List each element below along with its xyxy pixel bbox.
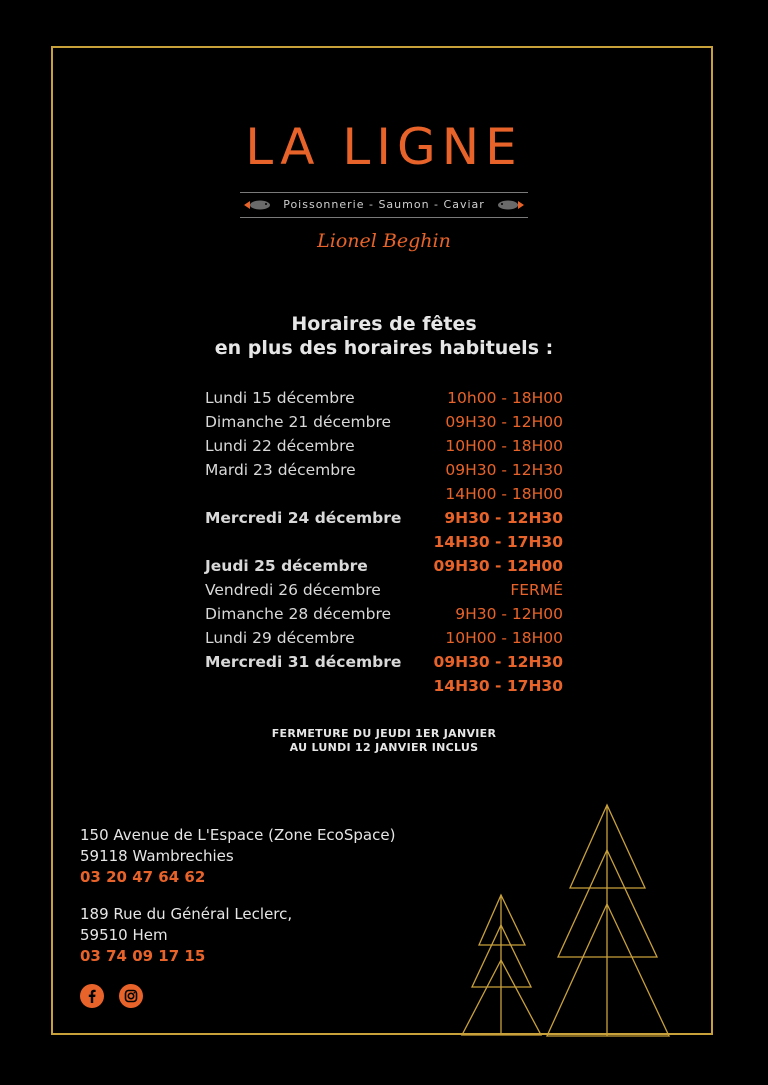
schedule-day: Lundi 22 décembre bbox=[205, 437, 355, 455]
facebook-icon[interactable] bbox=[80, 984, 104, 1008]
schedule-day: Lundi 29 décembre bbox=[205, 629, 355, 647]
phone-number[interactable]: 03 74 09 17 15 bbox=[80, 947, 206, 965]
schedule-day: Jeudi 25 décembre bbox=[205, 557, 368, 575]
schedule-time: 09H30 - 12H30 bbox=[445, 461, 563, 479]
schedule-row bbox=[205, 506, 565, 530]
schedule-row bbox=[205, 554, 565, 578]
large-tree-icon bbox=[547, 805, 669, 1036]
schedule-row bbox=[205, 530, 565, 554]
schedule-day: Mardi 23 décembre bbox=[205, 461, 356, 479]
schedule-list bbox=[205, 386, 565, 698]
tagline-banner bbox=[240, 192, 528, 218]
signature: Lionel Beghin bbox=[317, 230, 451, 252]
closure-line-1: FERMETURE DU JEUDI 1ER JANVIER bbox=[271, 727, 497, 740]
schedule-time: 09H30 - 12H30 bbox=[433, 653, 563, 671]
christmas-trees-illustration bbox=[455, 800, 685, 1040]
schedule-time: 9H30 - 12H00 bbox=[455, 605, 563, 623]
small-tree-icon bbox=[462, 895, 541, 1035]
schedule-day: Mercredi 31 décembre bbox=[205, 653, 402, 671]
brand-name: LA LIGNE bbox=[245, 118, 523, 176]
address-wambrechies bbox=[80, 825, 395, 888]
schedule-row bbox=[205, 458, 565, 482]
schedule-time: FERMÉ bbox=[510, 581, 563, 599]
social-links bbox=[80, 984, 143, 1008]
closure-notice bbox=[0, 727, 768, 755]
heading-line-1: Horaires de fêtes bbox=[291, 313, 477, 335]
address-city: 59118 Wambrechies bbox=[80, 847, 234, 865]
schedule-row bbox=[205, 602, 565, 626]
schedule-row bbox=[205, 410, 565, 434]
tagline: Poissonnerie - Saumon - Caviar bbox=[283, 198, 485, 211]
address-city: 59510 Hem bbox=[80, 926, 168, 944]
schedule-row bbox=[205, 434, 565, 458]
schedule-time: 10h00 - 18H00 bbox=[447, 389, 563, 407]
schedule-row bbox=[205, 650, 565, 674]
schedule-time: 9H30 - 12H30 bbox=[444, 509, 563, 527]
schedule-time: 09H30 - 12H00 bbox=[445, 413, 563, 431]
schedule-heading bbox=[0, 312, 768, 360]
fish-icon bbox=[496, 199, 524, 211]
schedule-day: Dimanche 21 décembre bbox=[205, 413, 392, 431]
schedule-day: Mercredi 24 décembre bbox=[205, 509, 402, 527]
schedule-time: 14H00 - 18H00 bbox=[445, 485, 563, 503]
closure-line-2: AU LUNDI 12 JANVIER INCLUS bbox=[289, 741, 479, 754]
schedule-row bbox=[205, 674, 565, 698]
schedule-time: 10H00 - 18H00 bbox=[445, 629, 563, 647]
schedule-day: Lundi 15 décembre bbox=[205, 389, 355, 407]
schedule-row bbox=[205, 482, 565, 506]
schedule-row bbox=[205, 578, 565, 602]
phone-number[interactable]: 03 20 47 64 62 bbox=[80, 868, 206, 886]
divider bbox=[240, 217, 528, 218]
instagram-icon[interactable] bbox=[119, 984, 143, 1008]
schedule-row bbox=[205, 626, 565, 650]
schedule-row bbox=[205, 386, 565, 410]
address-street: 189 Rue du Général Leclerc, bbox=[80, 905, 293, 923]
address-street: 150 Avenue de L'Espace (Zone EcoSpace) bbox=[80, 826, 396, 844]
heading-line-2: en plus des horaires habituels : bbox=[214, 337, 554, 359]
schedule-day: Vendredi 26 décembre bbox=[205, 581, 381, 599]
divider bbox=[240, 192, 528, 193]
address-hem bbox=[80, 904, 292, 967]
schedule-day: Dimanche 28 décembre bbox=[205, 605, 392, 623]
schedule-time: 14H30 - 17H30 bbox=[433, 533, 563, 551]
schedule-time: 14H30 - 17H30 bbox=[433, 677, 563, 695]
schedule-time: 10H00 - 18H00 bbox=[445, 437, 563, 455]
schedule-time: 09H30 - 12H00 bbox=[433, 557, 563, 575]
